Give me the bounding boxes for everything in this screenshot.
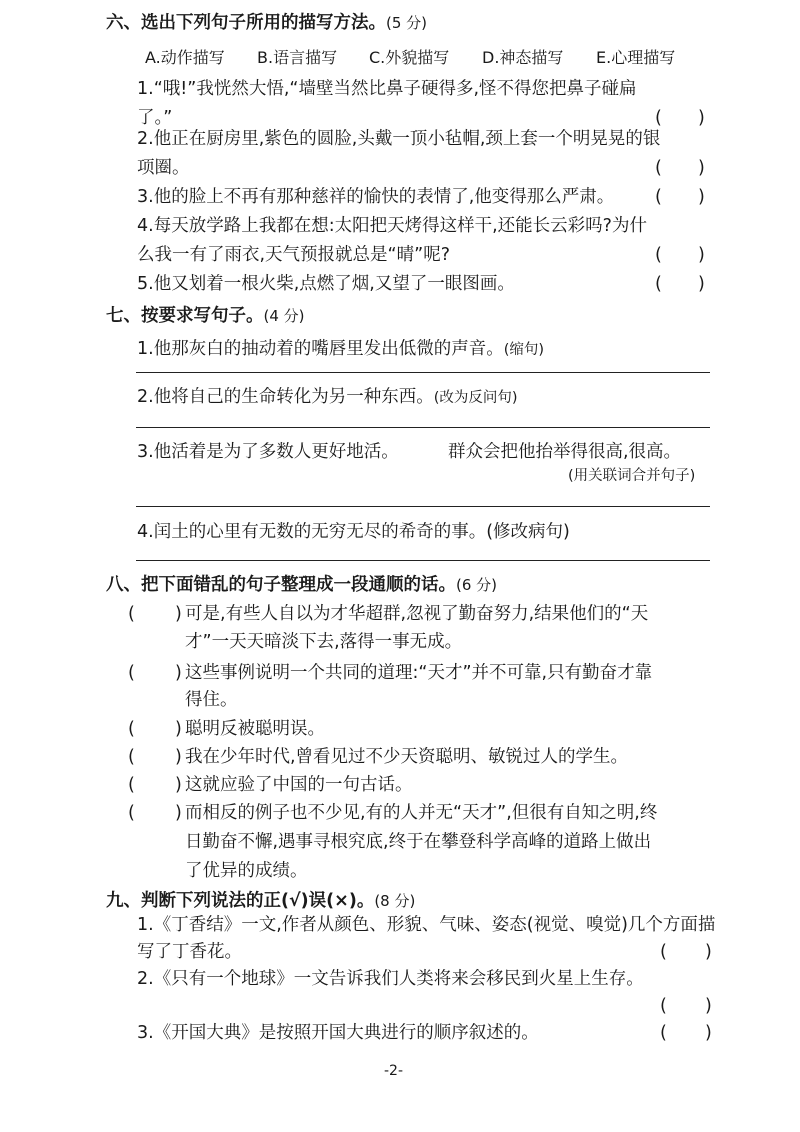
s8-s1-line2: 才”一天天暗淡下去,落得一事无成。 [185, 632, 463, 652]
order-paren-close: ) [175, 747, 182, 767]
s8-s2-line2: 得住。 [185, 690, 238, 710]
answer-paren-close: ) [698, 158, 705, 178]
s8-s2-line1: 这些事例说明一个共同的道理:“天才”并不可靠,只有勤奋才靠 [185, 663, 653, 683]
answer-paren-open: ( [660, 1023, 667, 1043]
page-number: -2- [384, 1063, 404, 1079]
s8-s6-line2: 日勤奋不懈,遇事寻根究底,终于在攀登科学高峰的道路上做出 [185, 832, 652, 852]
answer-paren-open: ( [660, 996, 667, 1016]
answer-paren-open: ( [660, 942, 667, 962]
s6-q2-line2: 项圈。 [137, 158, 190, 178]
section6-heading: 六、选出下列句子所用的描写方法。(5 分) [106, 13, 428, 33]
answer-paren-close: ) [698, 108, 705, 128]
answer-paren-open: ( [655, 108, 662, 128]
s7-q1: 1.他那灰白的抽动着的嘴唇里发出低微的声音。(缩句) [137, 339, 545, 359]
s8-s6-line1: 而相反的例子也不少见,有的人并无“天才”,但很有自知之明,终 [185, 803, 658, 823]
s7-q2: 2.他将自己的生命转化为另一种东西。(改为反问句) [137, 387, 518, 407]
order-paren-close: ) [175, 663, 182, 683]
s6-q1-line1: 1.“哦!”我恍然大悟,“墙壁当然比鼻子硬得多,怪不得您把鼻子碰扁 [137, 79, 637, 99]
section9-heading: 九、判断下列说法的正(√)误(×)。(8 分) [106, 891, 416, 911]
s8-s6-line3: 了优异的成绩。 [185, 861, 308, 881]
s8-s4: 我在少年时代,曾看见过不少天资聪明、敏锐过人的学生。 [185, 747, 629, 767]
order-paren-open: ( [128, 747, 135, 767]
answer-paren-close: ) [705, 996, 712, 1016]
s7-q3b: 群众会把他抬举得很高,很高。 [448, 442, 682, 462]
order-paren-close: ) [175, 775, 182, 795]
answer-paren-open: ( [655, 187, 662, 207]
order-paren-open: ( [128, 719, 135, 739]
s9-q2: 2.《只有一个地球》一文告诉我们人类将来会移民到火星上生存。 [137, 969, 644, 989]
answer-line[interactable] [136, 372, 710, 373]
answer-paren-close: ) [705, 1023, 712, 1043]
s6-q2-line1: 2.他正在厨房里,紫色的圆脸,头戴一顶小毡帽,颈上套一个明晃晃的银 [137, 129, 661, 149]
order-paren-open: ( [128, 663, 135, 683]
s6-q5: 5.他又划着一根火柴,点燃了烟,又望了一眼图画。 [137, 274, 515, 294]
s7-q3-note: (用关联词合并句子) [568, 468, 696, 484]
order-paren-close: ) [175, 604, 182, 624]
answer-line[interactable] [136, 427, 710, 428]
option-d: D.神态描写 [482, 48, 564, 67]
section7-heading: 七、按要求写句子。(4 分) [106, 306, 305, 326]
order-paren-close: ) [175, 803, 182, 823]
s8-s5: 这就应验了中国的一句古话。 [185, 775, 413, 795]
s6-q4-line1: 4.每天放学路上我都在想:太阳把天烤得这样干,还能长云彩吗?为什 [137, 216, 647, 236]
option-c: C.外貌描写 [369, 48, 450, 67]
answer-paren-open: ( [655, 245, 662, 265]
order-paren-open: ( [128, 803, 135, 823]
s8-s1-line1: 可是,有些人自以为才华超群,忽视了勤奋努力,结果他们的“天 [185, 604, 649, 624]
s9-q1-line2: 写了丁香花。 [137, 942, 242, 962]
answer-paren-open: ( [655, 274, 662, 294]
s9-q1-line1: 1.《丁香结》一文,作者从颜色、形貌、气味、姿态(视觉、嗅觉)几个方面描 [137, 915, 716, 935]
option-a: A.动作描写 [145, 48, 225, 67]
s6-q4-line2: 么我一有了雨衣,天气预报就总是“晴”呢? [137, 245, 450, 265]
s6-q1-line2: 了。” [137, 108, 173, 128]
answer-paren-close: ) [705, 942, 712, 962]
order-paren-open: ( [128, 775, 135, 795]
s6-q3: 3.他的脸上不再有那种慈祥的愉快的表情了,他变得那么严肃。 [137, 187, 615, 207]
s7-q3a: 3.他活着是为了多数人更好地活。 [137, 442, 399, 462]
answer-paren-open: ( [655, 158, 662, 178]
s7-q4: 4.闰土的心里有无数的无穷无尽的希奇的事。(修改病句) [137, 522, 570, 542]
answer-paren-close: ) [698, 274, 705, 294]
order-paren-open: ( [128, 604, 135, 624]
option-b: B.语言描写 [257, 48, 338, 67]
section8-heading: 八、把下面错乱的句子整理成一段通顺的话。(6 分) [106, 575, 498, 595]
s8-s3: 聪明反被聪明误。 [185, 719, 325, 739]
option-e: E.心理描写 [596, 48, 676, 67]
s9-q3: 3.《开国大典》是按照开国大典进行的顺序叙述的。 [137, 1023, 539, 1043]
order-paren-close: ) [175, 719, 182, 739]
answer-paren-close: ) [698, 245, 705, 265]
answer-paren-close: ) [698, 187, 705, 207]
answer-line[interactable] [136, 560, 710, 561]
answer-line[interactable] [136, 506, 710, 507]
